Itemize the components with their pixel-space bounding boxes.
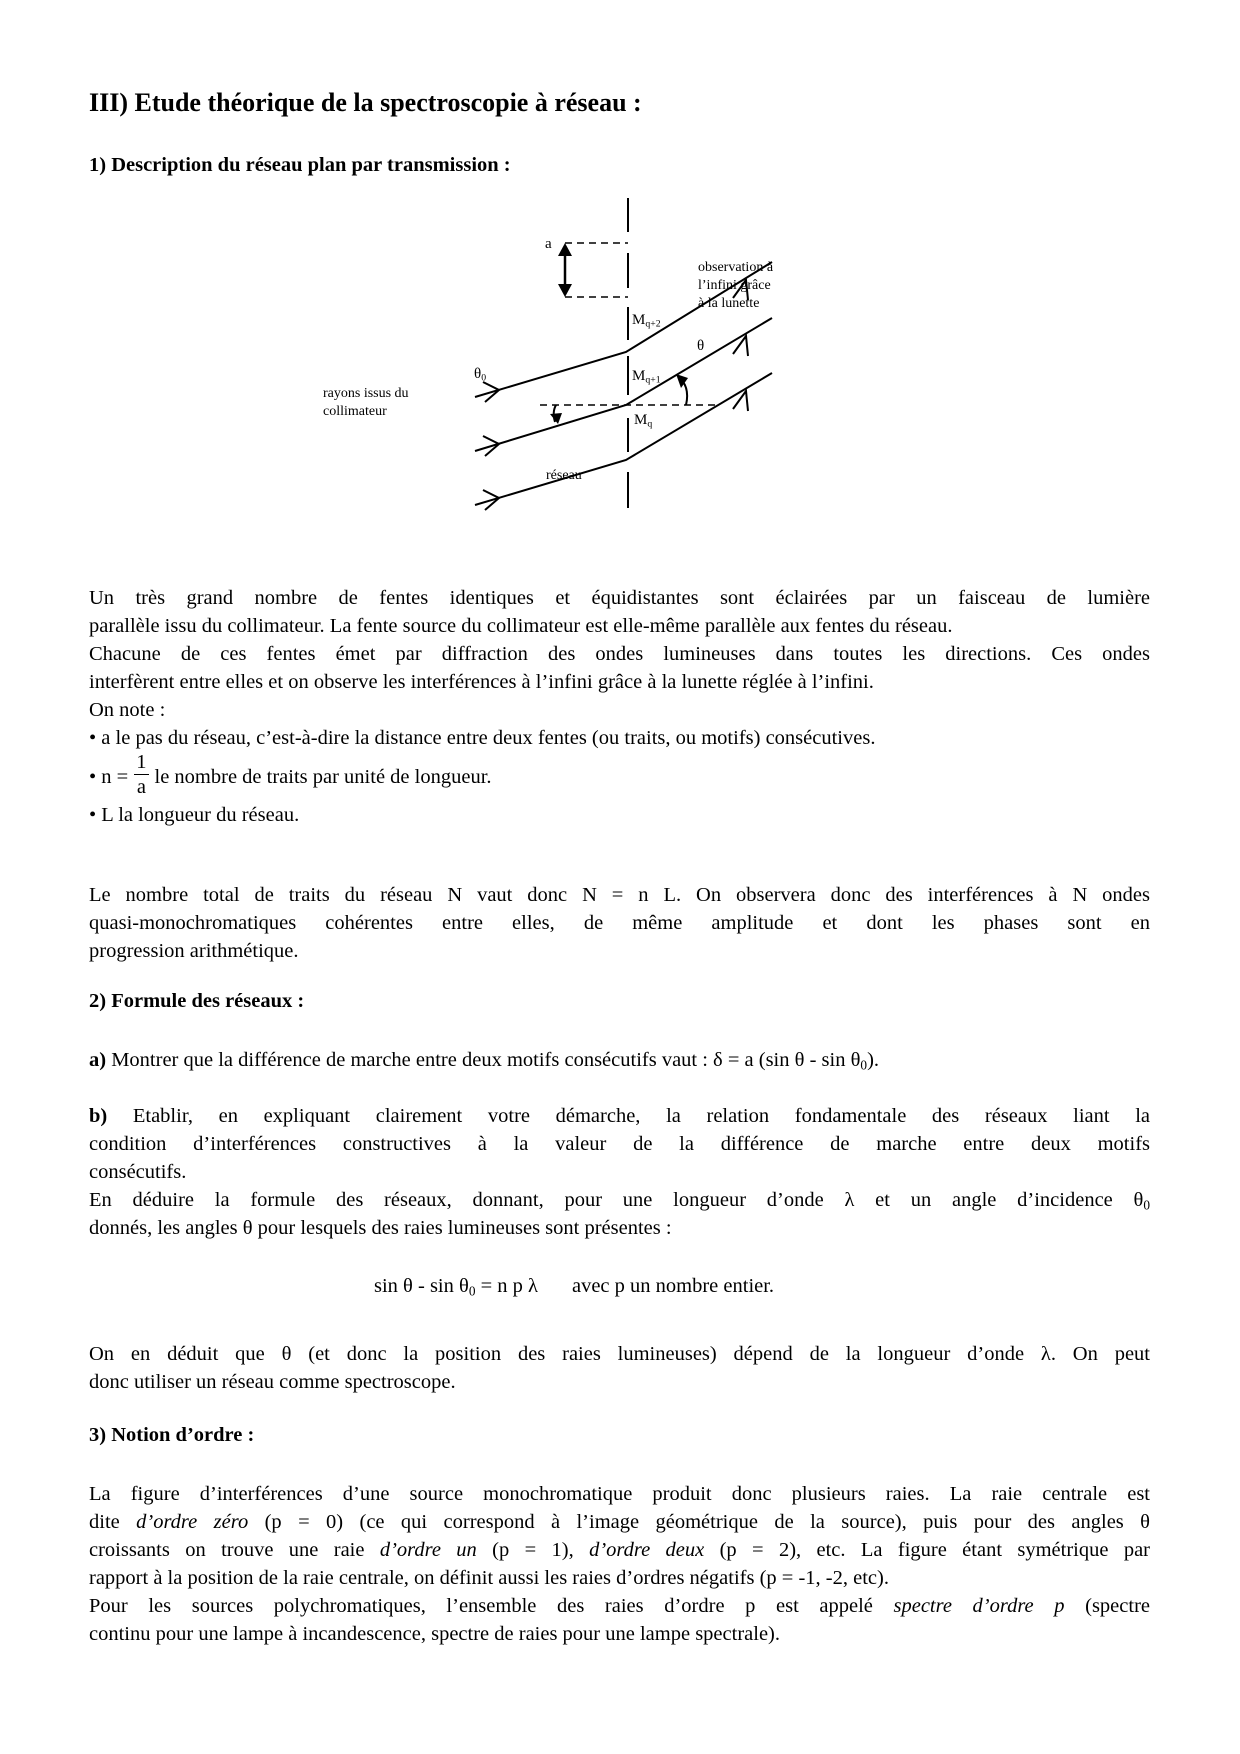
rayons-label-2: collimateur — [323, 404, 387, 419]
point-mq2-label: $M_{q+2}$ — [632, 312, 661, 330]
point-mq1-label: $M_{q+1}$ — [632, 368, 661, 386]
question-a: a) Montrer que la différence de marche entre deux motifs consécutifs vaut : δ = a (sin θ - $\sin \theta_0$). — [89, 1049, 880, 1073]
bullet-pitch: • a le pas du réseau, c’est-à-dire la distance entre deux fentes (ou traits, ou motifs) consécutives. — [89, 727, 876, 749]
paragraph-conclusion: On en déduit que θ (et donc la position des raies lumineuses) dépend de la longueur d’onde λ. On peut donc utiliser un réseau comme spectroscope. — [89, 1343, 1150, 1393]
point-mq-label: $M_q$ — [634, 412, 653, 430]
grating-formula: $\sin \theta - \sin \theta_0 = n$ p λ avec p un nombre entier. — [374, 1275, 775, 1299]
bullet-density: • n = $\frac{1}{a}$ le nombre de traits par unité de longueur. — [89, 751, 492, 798]
grating-diagram-svg — [300, 190, 860, 540]
grating-diagram — [300, 190, 860, 540]
theta-label: θ — [697, 338, 705, 354]
section-2-heading: 2) Formule des réseaux : — [89, 990, 305, 1012]
fraction-1-over-a: $\frac{1}{a}$ — [136, 751, 147, 798]
formula-note: avec p un nombre entier. — [571, 1275, 775, 1297]
reseau-label: réseau — [546, 468, 582, 483]
theta0-label: $\theta_0$ — [474, 366, 487, 384]
paragraph-total-lines: Le nombre total de traits du réseau N vaut donc N = n L. On observera donc des interférences à N ondes quasi-monochromatiques cohérentes entre elles, de même amplitude et dont les phases sont en progression arithmétique. — [89, 884, 1150, 962]
pitch-label: a — [545, 236, 552, 252]
section-3-heading: 3) Notion d’ordre : — [89, 1424, 255, 1446]
observation-label-1: observation à — [698, 260, 774, 275]
paragraph-orders: La figure d’interférences d’une source monochromatique produit donc plusieurs raies. La raie centrale est dite d’ordre zéro (p = 0) (ce qui correspond à l’image géométrique de la source), puis pour des angles θ croissants on trouve une raie d’ordre un (p = 1), d’ordre deux (p = 2), etc. La figure étant symétrique par rapport à la position de la raie centrale, on définit aussi les raies d’ordres négatifs (p = -1, -2, etc). Pour les sources polychromatiques, l’ensemble des raies d’ordre p est appelé spectre d’ordre p (spectre continu pour une lampe à incandescence, spectre de raies pour une lampe spectrale). — [89, 1483, 1150, 1645]
bullet-length: • L la longueur du réseau. — [89, 804, 300, 826]
observation-label-2: l’infini grâce — [698, 278, 771, 293]
section-1-heading: 1) Description du réseau plan par transmission : — [89, 154, 511, 176]
on-note-label: On note : — [89, 699, 166, 721]
page-title: III) Etude théorique de la spectroscopie à réseau : — [89, 88, 642, 117]
observation-label-3: à la lunette — [698, 296, 760, 311]
paragraph-description: Un très grand nombre de fentes identiques et équidistantes sont éclairées par un faisceau de lumière parallèle issu du collimateur. La fente source du collimateur est elle-même parallèle aux fentes du réseau. Chacune de ces fentes émet par diffraction des ondes lumineuses dans toutes les directions. Ces ondes interfèrent entre elles et on observe les interférences à l’infini grâce à la lunette réglée à l’infini. On note : • a le pas du réseau, c’est-à-dire la distance entre deux fentes (ou traits, ou motifs) consécutives. • n = $\frac{1}{a}$ le nombre de traits par unité de longueur. • L la longueur du réseau. — [89, 584, 1150, 829]
rayons-label-1: rayons issus du — [323, 386, 409, 401]
question-b: b) Etablir, en expliquant clairement votre démarche, la relation fondamentale des réseaux liant la condition d’interférences constructives à la valeur de la différence de marche entre deux motifs consécutifs. En déduire la formule des réseaux, donnant, pour une longueur d’onde λ et un angle d’incidence $\theta_0$ donnés, les angles θ pour lesquels des raies lumineuses sont présentes : — [89, 1105, 1150, 1239]
